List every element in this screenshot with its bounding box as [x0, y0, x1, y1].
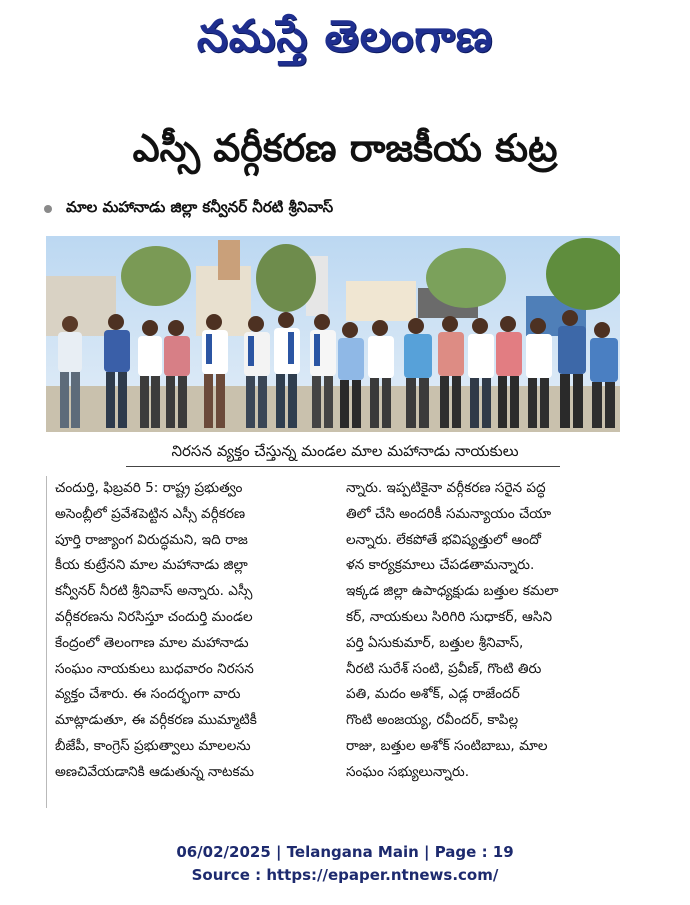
edition-info: 06/02/2025 | Telangana Main | Page : 19 — [176, 843, 514, 861]
caption-underline — [126, 466, 560, 467]
source-url: Source : https://epaper.ntnews.com/ — [191, 866, 499, 884]
news-photo — [46, 236, 620, 432]
column-divider — [46, 476, 47, 808]
article-headline: ఎస్సీ వర్గీకరణ రాజకీయ కుట్ర — [132, 126, 558, 170]
bullet-icon — [44, 205, 52, 213]
article-column-left: చందుర్తి, ఫిబ్రవరి 5: రాష్ట్ర ప్రభుత్వం అసెంబ్లీలో ప్రవేశపెట్టిన ఎస్సీ వర్గీకరణ పూర్తి రాజ్యాంగ విరుద్ధమని, ఇది రాజ కీయ కుట్రేనని మాల మహానాడు జిల్లా కన్వీనర్ నీరటి శ్రీనివాస్ అన్నారు. ఎస్సీ వర్గీకరణను నిరసిస్తూ చందుర్తి మండల కేంద్రంలో తెలంగాణ మాల మహానాడు సంఘం నాయకులు బుధవారం నిరసన వ్యక్తం చేశారు. ఈ సందర్భంగా వారు మాట్లాడుతూ, ఈ వర్గీకరణ ముమ్మాటికీ బీజేపీ, కాంగ్రెస్ ప్రభుత్వాలు మాలలను అణచివేయడానికి ఆడుతున్న నాటకమ — [55, 480, 257, 780]
newspaper-masthead: నమస్తే తెలంగాణ — [196, 11, 494, 62]
photo-caption: నిరసన వ్యక్తం చేస్తున్న మండల మాల మహానాడు నాయకులు — [171, 442, 519, 460]
article-column-right: న్నారు. ఇప్పటికైనా వర్గీకరణ సరైన పద్ధ తిలో చేసి అందరికీ సమన్యాయం చేయా లన్నారు. లేకపోతే భవిష్యత్తులో ఆందో ళన కార్యక్రమాలు చేపడతామన్నారు. ఇక్కడ జిల్లా ఉపాధ్యక్షుడు బత్తుల కమలా కర్, నాయకులు సిరిగిరి సుధాకర్, ఆసిని పర్తి ఏసుకుమార్, బత్తుల శ్రీనివాస్, నీరటి సురేశ్ సంటి, ప్రవీణ్, గొంటి తిరు పతి, మదం అశోక్, ఎడ్ల రాజేందర్ గొంటి అంజయ్య, రవీందర్, కాపిల్ల రాజు, బత్తుల అశోక్ సంటిబాబు, మాల సంఘం సభ్యులున్నారు. — [346, 480, 559, 780]
byline-text: మాల మహానాడు జిల్లా కన్వీనర్ నీరటి శ్రీనివాస్ — [66, 198, 334, 216]
article-byline — [44, 197, 333, 221]
